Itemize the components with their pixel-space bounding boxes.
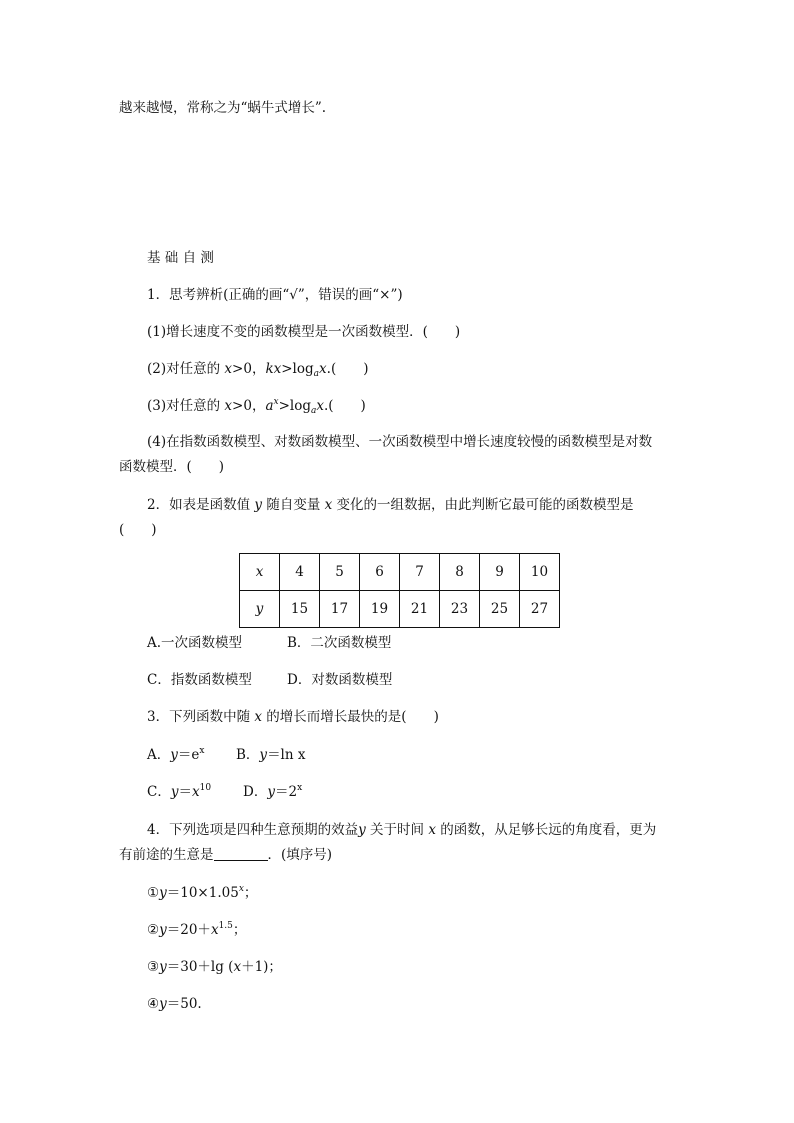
table-cell: 4 xyxy=(280,554,320,591)
q1-item-4-line2: 函数模型．( ) xyxy=(119,459,225,475)
table-header-x: x xyxy=(240,554,280,591)
table-cell: 21 xyxy=(400,591,440,628)
q4-option-2: $②y=20+x^{1.5}$； xyxy=(147,921,247,938)
table-cell: 9 xyxy=(480,554,520,591)
q2-option-a: A.一次函数模型 xyxy=(147,635,243,651)
q2-option-d: D．对数函数模型 xyxy=(287,672,393,688)
q1-item-1: (1)增长速度不变的函数模型是一次函数模型．( ) xyxy=(147,324,461,340)
q4-option-4: ④y＝50. xyxy=(147,996,202,1012)
table-cell: 17 xyxy=(320,591,360,628)
q3-option-b: B．y＝ln x xyxy=(236,747,306,763)
q1-item-2: (2)对任意的 x>0，$kx>\log_ax$.( ) xyxy=(147,361,369,379)
table-row xyxy=(240,591,560,628)
table-cell: 27 xyxy=(520,591,560,628)
q2-option-b: B．二次函数模型 xyxy=(287,635,392,651)
table-cell: 5 xyxy=(320,554,360,591)
data-table xyxy=(239,553,560,628)
q3-option-c: C．$y=x^{10}$ xyxy=(147,783,212,800)
q4-stem-line2: 有前途的生意是 ．(填序号) xyxy=(119,847,333,863)
q4-option-3: ③y＝30＋lg (x＋1)； xyxy=(147,959,282,975)
q1-item-3: (3)对任意的 x>0，$a^x>\log_ax$.( ) xyxy=(147,397,366,416)
table-cell: 6 xyxy=(360,554,400,591)
q3-option-d: D．$y=2^x$ xyxy=(243,783,303,800)
table-cell: 19 xyxy=(360,591,400,628)
q2-option-c: C．指数函数模型 xyxy=(147,672,252,688)
table-cell: 8 xyxy=(440,554,480,591)
q4-stem-line1: 4．下列选项是四种生意预期的效益y 关于时间 x 的函数，从足够长远的角度看，更为 xyxy=(147,822,657,838)
q2-stem-line1: 2．如表是函数值 y 随自变量 x 变化的一组数据，由此判断它最可能的函数模型是 xyxy=(147,497,634,513)
q4-option-1: $①y=10\times 1.05^x$； xyxy=(147,884,258,901)
intro-tail: 越来越慢，常称之为“蜗牛式增长”. xyxy=(119,100,327,116)
table-header-y: y xyxy=(240,591,280,628)
section-title: 基 础 自 测 xyxy=(147,250,214,266)
table-cell: 10 xyxy=(520,554,560,591)
q3-option-a: A．$y=e^x$ xyxy=(147,746,205,763)
answer-blank[interactable] xyxy=(214,846,268,861)
table-cell: 25 xyxy=(480,591,520,628)
q3-stem: 3．下列函数中随 x 的增长而增长最快的是( ) xyxy=(147,709,439,725)
table-cell: 15 xyxy=(280,591,320,628)
table-row xyxy=(240,554,560,591)
q2-stem-line2: ( ) xyxy=(119,522,157,538)
q1-item-4-line1: (4)在指数函数模型、对数函数模型、一次函数模型中增长速度较慢的函数模型是对数 xyxy=(147,434,653,450)
q1-stem: 1．思考辨析(正确的画“√”，错误的画“×”) xyxy=(147,287,403,303)
table-cell: 7 xyxy=(400,554,440,591)
table-cell: 23 xyxy=(440,591,480,628)
